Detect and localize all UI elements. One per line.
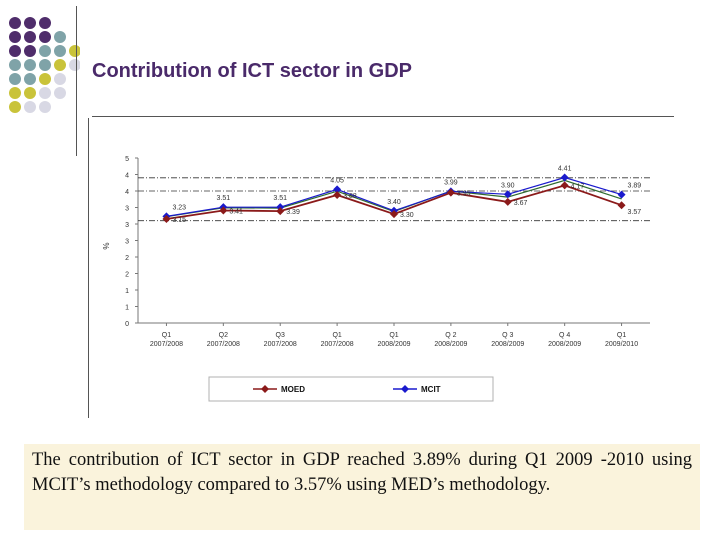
y-tick-label: 1 <box>125 288 129 295</box>
x-tick-label: 2007/2008 <box>263 341 297 348</box>
decorative-dot <box>54 87 66 99</box>
legend-label-moed: MOED <box>281 385 305 394</box>
decorative-dot <box>9 73 21 85</box>
moed-point <box>447 189 455 197</box>
x-tick-label: Q1 <box>161 332 172 339</box>
decorative-dot <box>24 31 36 43</box>
x-tick-label: Q 2 <box>445 332 457 339</box>
decorative-dot <box>69 59 80 71</box>
x-tick-label: 2007/2008 <box>149 341 183 348</box>
y-tick-label: 4 <box>125 172 129 180</box>
moed-data-label: 4.17 <box>570 183 585 191</box>
x-tick-label: 2008/2009 <box>491 341 525 348</box>
x-tick-label: 2007/2008 <box>320 341 354 348</box>
decorative-dot <box>39 45 51 57</box>
y-axis-label: % <box>102 242 111 250</box>
x-tick-label: 2008/2009 <box>548 341 582 348</box>
decorative-dot <box>69 45 80 57</box>
y-tick-label: 3 <box>125 205 129 213</box>
moed-data-label: 3.95 <box>456 190 471 198</box>
mcit-data-label: 3.23 <box>172 204 187 212</box>
moed-data-label: 3.41 <box>229 208 243 216</box>
mcit-data-label: 3.89 <box>627 182 642 190</box>
moed-data-label: 3.15 <box>172 217 187 225</box>
decorative-dot <box>24 59 36 71</box>
x-tick-label: 2009/2010 <box>605 341 639 348</box>
decorative-dots <box>8 16 80 126</box>
moed-point <box>561 181 569 189</box>
x-tick-label: 2007/2008 <box>206 341 240 348</box>
mcit-data-label: 4.41 <box>557 165 572 173</box>
decorative-dot <box>9 17 21 29</box>
divider-vertical <box>76 6 77 156</box>
mcit-point <box>561 173 569 181</box>
x-tick-label: 2008/2009 <box>377 341 411 348</box>
chart-legend <box>209 377 493 401</box>
moed-data-label: 3.67 <box>513 199 528 207</box>
x-tick-label: Q 3 <box>502 332 514 339</box>
mcit-data-label: 3.51 <box>216 195 231 203</box>
mcit-data-label: 3.99 <box>444 179 458 187</box>
decorative-dot <box>39 17 51 29</box>
moed-data-label: 3.30 <box>400 212 414 220</box>
legend-label-mcit: MCIT <box>421 385 441 394</box>
y-tick-label: 4 <box>125 189 129 196</box>
gdp-line-chart <box>95 150 665 410</box>
mcit-data-label: 3.90 <box>500 182 515 190</box>
moed-point <box>618 201 626 209</box>
decorative-dot <box>9 45 21 57</box>
decorative-dot <box>9 87 21 99</box>
y-tick-label: 1 <box>125 304 129 312</box>
summary-caption: The contribution of ICT sector in GDP reached 3.89% during Q1 2009 -2010 using MCIT’s methodology compared to 3.57% using MED’s methodology. <box>24 444 700 530</box>
decorative-dot <box>24 45 36 57</box>
decorative-dot <box>39 31 51 43</box>
divider-horizontal <box>92 116 674 117</box>
moed-data-label: 3.39 <box>286 209 300 217</box>
divider-left <box>88 118 89 418</box>
decorative-dot <box>9 101 21 113</box>
decorative-dot <box>54 59 66 71</box>
moed-data-label: 3.57 <box>627 209 642 217</box>
decorative-dot <box>9 59 21 71</box>
x-tick-label: Q1 <box>332 332 342 339</box>
decorative-dot <box>54 45 66 57</box>
x-tick-label: Q3 <box>275 332 285 339</box>
mcit-data-label: 3.51 <box>273 195 288 203</box>
decorative-dot <box>54 73 66 85</box>
decorative-dot <box>39 101 51 113</box>
moed-point <box>504 198 512 206</box>
y-tick-label: 0 <box>125 321 129 328</box>
moed-data-label: 3.88 <box>343 192 357 200</box>
legend-box <box>209 377 493 401</box>
decorative-dot <box>9 31 21 43</box>
mcit-data-label: 4.05 <box>330 177 344 185</box>
decorative-dot <box>39 59 51 71</box>
decorative-dot <box>24 17 36 29</box>
decorative-dot <box>24 87 36 99</box>
decorative-dot <box>54 31 66 43</box>
decorative-dot <box>39 73 51 85</box>
decorative-dot <box>24 101 36 113</box>
y-tick-label: 5 <box>125 156 129 163</box>
page-title: Contribution of ICT sector in GDP <box>92 60 412 82</box>
x-tick-label: Q2 <box>218 332 229 339</box>
x-tick-label: 2008/2009 <box>434 341 468 348</box>
x-tick-label: Q 4 <box>559 332 571 339</box>
decorative-dot <box>24 73 36 85</box>
y-tick-label: 3 <box>125 238 129 246</box>
x-tick-label: Q1 <box>616 332 627 339</box>
y-tick-label: 2 <box>125 255 129 262</box>
mcit-data-label: 3.40 <box>387 198 401 206</box>
x-tick-label: Q1 <box>389 332 399 339</box>
y-tick-label: 3 <box>125 222 129 229</box>
decorative-dot <box>39 87 51 99</box>
y-tick-label: 2 <box>125 271 129 279</box>
